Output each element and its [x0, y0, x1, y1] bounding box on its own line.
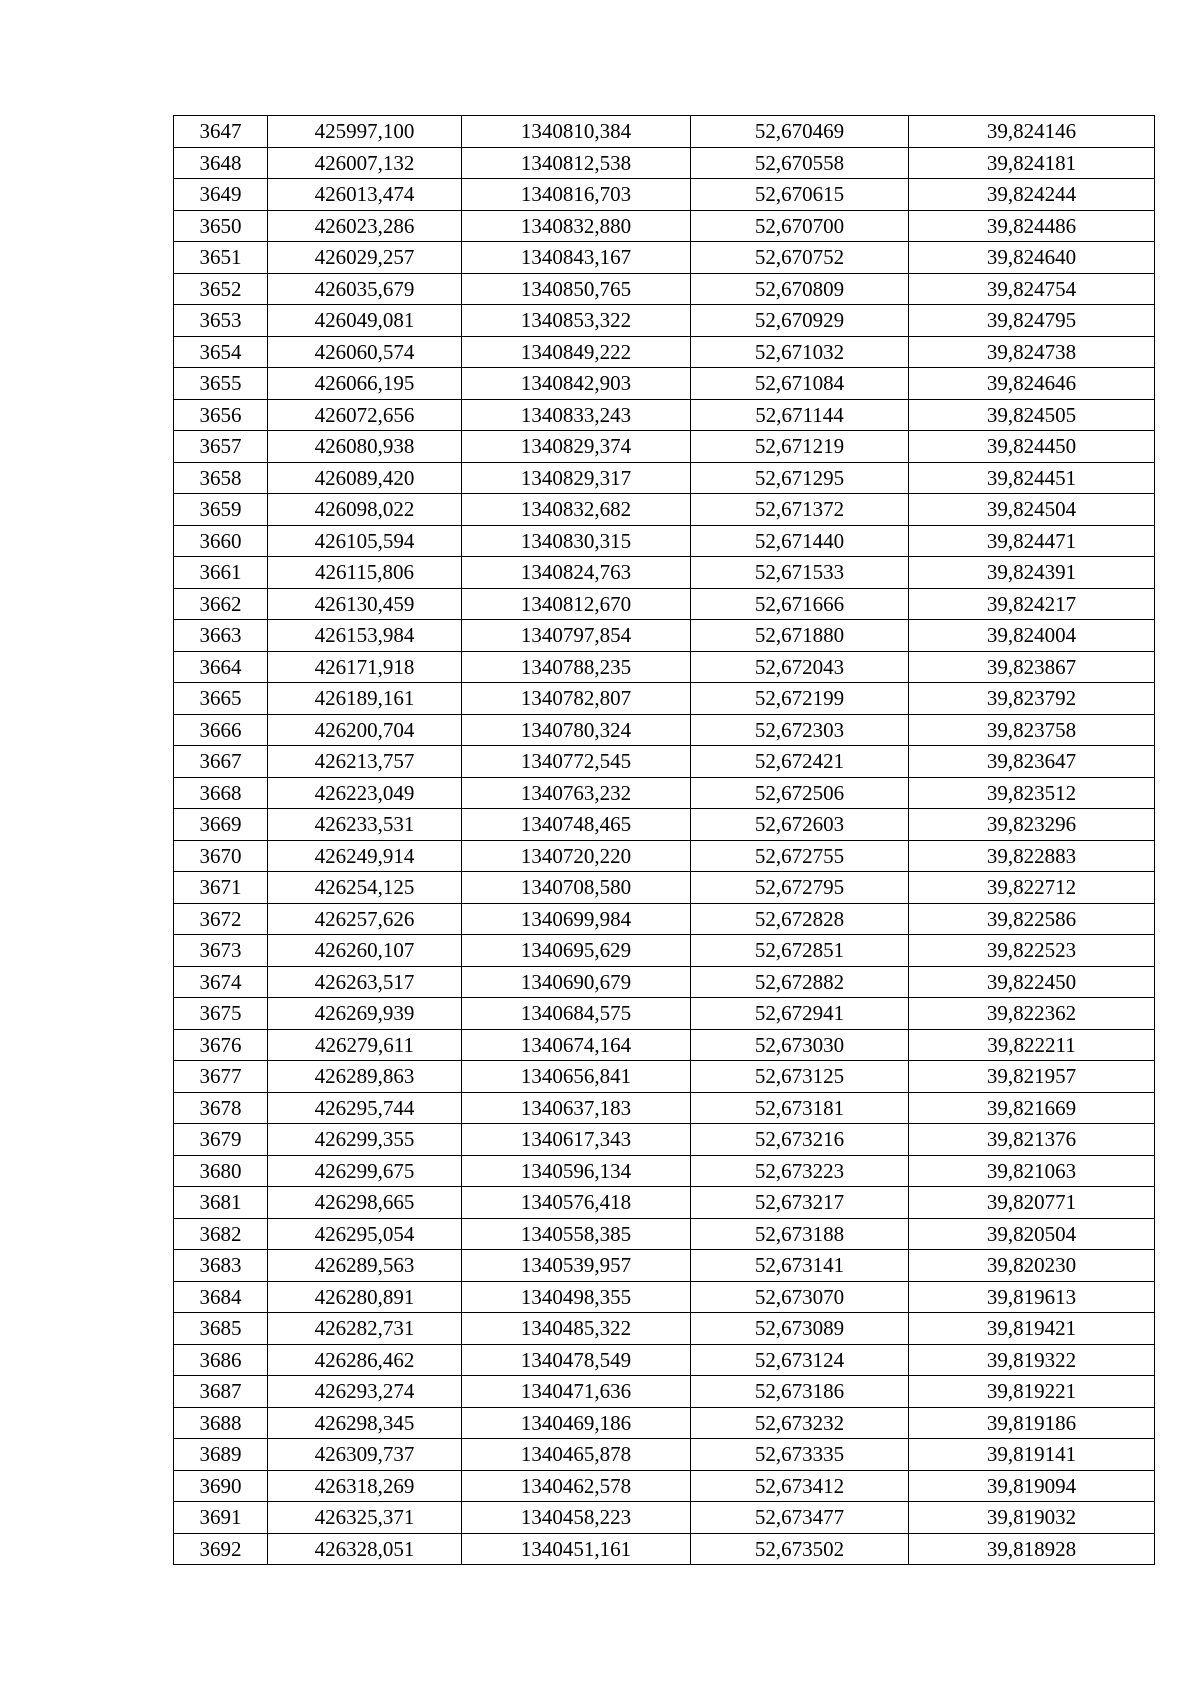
latitude-cell: 52,671666: [691, 588, 909, 620]
y-coordinate-cell: 1340832,880: [462, 210, 691, 242]
y-coordinate-cell: 1340849,222: [462, 336, 691, 368]
y-coordinate-cell: 1340850,765: [462, 273, 691, 305]
table-row: [174, 1313, 1155, 1345]
point-number-cell: 3663: [174, 620, 268, 652]
longitude-cell: 39,818928: [909, 1533, 1155, 1565]
point-number-cell: 3661: [174, 557, 268, 589]
table-row: [174, 588, 1155, 620]
table-row: [174, 116, 1155, 148]
table-row: [174, 399, 1155, 431]
x-coordinate-cell: 426115,806: [268, 557, 462, 589]
point-number-cell: 3652: [174, 273, 268, 305]
x-coordinate-cell: 426013,474: [268, 179, 462, 211]
latitude-cell: 52,673232: [691, 1407, 909, 1439]
point-number-cell: 3675: [174, 998, 268, 1030]
latitude-cell: 52,673186: [691, 1376, 909, 1408]
latitude-cell: 52,670809: [691, 273, 909, 305]
longitude-cell: 39,819094: [909, 1470, 1155, 1502]
y-coordinate-cell: 1340853,322: [462, 305, 691, 337]
latitude-cell: 52,671880: [691, 620, 909, 652]
point-number-cell: 3666: [174, 714, 268, 746]
point-number-cell: 3651: [174, 242, 268, 274]
table-row: [174, 777, 1155, 809]
longitude-cell: 39,819186: [909, 1407, 1155, 1439]
latitude-cell: 52,672795: [691, 872, 909, 904]
table-row: [174, 935, 1155, 967]
x-coordinate-cell: 426293,274: [268, 1376, 462, 1408]
x-coordinate-cell: 426318,269: [268, 1470, 462, 1502]
longitude-cell: 39,823758: [909, 714, 1155, 746]
point-number-cell: 3660: [174, 525, 268, 557]
longitude-cell: 39,820771: [909, 1187, 1155, 1219]
latitude-cell: 52,673412: [691, 1470, 909, 1502]
latitude-cell: 52,671440: [691, 525, 909, 557]
y-coordinate-cell: 1340816,703: [462, 179, 691, 211]
x-coordinate-cell: 426023,286: [268, 210, 462, 242]
longitude-cell: 39,822362: [909, 998, 1155, 1030]
longitude-cell: 39,822883: [909, 840, 1155, 872]
y-coordinate-cell: 1340748,465: [462, 809, 691, 841]
latitude-cell: 52,673223: [691, 1155, 909, 1187]
longitude-cell: 39,822712: [909, 872, 1155, 904]
longitude-cell: 39,822211: [909, 1029, 1155, 1061]
point-number-cell: 3659: [174, 494, 268, 526]
table-row: [174, 305, 1155, 337]
point-number-cell: 3690: [174, 1470, 268, 1502]
latitude-cell: 52,673502: [691, 1533, 909, 1565]
latitude-cell: 52,670752: [691, 242, 909, 274]
x-coordinate-cell: 425997,100: [268, 116, 462, 148]
y-coordinate-cell: 1340830,315: [462, 525, 691, 557]
latitude-cell: 52,672043: [691, 651, 909, 683]
latitude-cell: 52,673030: [691, 1029, 909, 1061]
longitude-cell: 39,824451: [909, 462, 1155, 494]
longitude-cell: 39,819032: [909, 1502, 1155, 1534]
table-row: [174, 525, 1155, 557]
point-number-cell: 3662: [174, 588, 268, 620]
x-coordinate-cell: 426295,744: [268, 1092, 462, 1124]
table-row: [174, 1155, 1155, 1187]
x-coordinate-cell: 426280,891: [268, 1281, 462, 1313]
x-coordinate-cell: 426286,462: [268, 1344, 462, 1376]
y-coordinate-cell: 1340812,538: [462, 147, 691, 179]
point-number-cell: 3685: [174, 1313, 268, 1345]
point-number-cell: 3673: [174, 935, 268, 967]
latitude-cell: 52,673335: [691, 1439, 909, 1471]
latitude-cell: 52,672421: [691, 746, 909, 778]
latitude-cell: 52,673188: [691, 1218, 909, 1250]
longitude-cell: 39,822586: [909, 903, 1155, 935]
longitude-cell: 39,823512: [909, 777, 1155, 809]
point-number-cell: 3686: [174, 1344, 268, 1376]
longitude-cell: 39,824738: [909, 336, 1155, 368]
x-coordinate-cell: 426171,918: [268, 651, 462, 683]
table-row: [174, 1061, 1155, 1093]
table-row: [174, 179, 1155, 211]
x-coordinate-cell: 426282,731: [268, 1313, 462, 1345]
longitude-cell: 39,824450: [909, 431, 1155, 463]
x-coordinate-cell: 426223,049: [268, 777, 462, 809]
x-coordinate-cell: 426299,675: [268, 1155, 462, 1187]
table-row: [174, 242, 1155, 274]
longitude-cell: 39,819613: [909, 1281, 1155, 1313]
table-row: [174, 1407, 1155, 1439]
point-number-cell: 3649: [174, 179, 268, 211]
x-coordinate-cell: 426007,132: [268, 147, 462, 179]
latitude-cell: 52,671144: [691, 399, 909, 431]
table-row: [174, 840, 1155, 872]
x-coordinate-cell: 426279,611: [268, 1029, 462, 1061]
y-coordinate-cell: 1340656,841: [462, 1061, 691, 1093]
y-coordinate-cell: 1340829,317: [462, 462, 691, 494]
latitude-cell: 52,673217: [691, 1187, 909, 1219]
longitude-cell: 39,824505: [909, 399, 1155, 431]
point-number-cell: 3677: [174, 1061, 268, 1093]
point-number-cell: 3682: [174, 1218, 268, 1250]
point-number-cell: 3672: [174, 903, 268, 935]
point-number-cell: 3654: [174, 336, 268, 368]
latitude-cell: 52,673089: [691, 1313, 909, 1345]
longitude-cell: 39,819322: [909, 1344, 1155, 1376]
y-coordinate-cell: 1340684,575: [462, 998, 691, 1030]
y-coordinate-cell: 1340469,186: [462, 1407, 691, 1439]
point-number-cell: 3671: [174, 872, 268, 904]
x-coordinate-cell: 426289,863: [268, 1061, 462, 1093]
table-row: [174, 903, 1155, 935]
point-number-cell: 3681: [174, 1187, 268, 1219]
latitude-cell: 52,670929: [691, 305, 909, 337]
latitude-cell: 52,673070: [691, 1281, 909, 1313]
x-coordinate-cell: 426105,594: [268, 525, 462, 557]
latitude-cell: 52,671219: [691, 431, 909, 463]
point-number-cell: 3676: [174, 1029, 268, 1061]
table-row: [174, 1439, 1155, 1471]
y-coordinate-cell: 1340576,418: [462, 1187, 691, 1219]
x-coordinate-cell: 426035,679: [268, 273, 462, 305]
x-coordinate-cell: 426257,626: [268, 903, 462, 935]
table-row: [174, 1470, 1155, 1502]
longitude-cell: 39,824146: [909, 116, 1155, 148]
table-row: [174, 210, 1155, 242]
y-coordinate-cell: 1340708,580: [462, 872, 691, 904]
x-coordinate-cell: 426325,371: [268, 1502, 462, 1534]
latitude-cell: 52,673181: [691, 1092, 909, 1124]
y-coordinate-cell: 1340674,164: [462, 1029, 691, 1061]
longitude-cell: 39,824217: [909, 588, 1155, 620]
coordinates-table: [173, 115, 1155, 1565]
y-coordinate-cell: 1340558,385: [462, 1218, 691, 1250]
latitude-cell: 52,671372: [691, 494, 909, 526]
latitude-cell: 52,670558: [691, 147, 909, 179]
x-coordinate-cell: 426153,984: [268, 620, 462, 652]
latitude-cell: 52,671295: [691, 462, 909, 494]
table-row: [174, 557, 1155, 589]
table-row: [174, 1250, 1155, 1282]
latitude-cell: 52,673216: [691, 1124, 909, 1156]
y-coordinate-cell: 1340451,161: [462, 1533, 691, 1565]
table-row: [174, 998, 1155, 1030]
y-coordinate-cell: 1340782,807: [462, 683, 691, 715]
table-row: [174, 368, 1155, 400]
longitude-cell: 39,823647: [909, 746, 1155, 778]
table-row: [174, 1533, 1155, 1565]
latitude-cell: 52,673125: [691, 1061, 909, 1093]
longitude-cell: 39,819421: [909, 1313, 1155, 1345]
table-row: [174, 620, 1155, 652]
y-coordinate-cell: 1340772,545: [462, 746, 691, 778]
coordinates-table-body: [174, 116, 1155, 1565]
y-coordinate-cell: 1340812,670: [462, 588, 691, 620]
point-number-cell: 3665: [174, 683, 268, 715]
y-coordinate-cell: 1340810,384: [462, 116, 691, 148]
latitude-cell: 52,671533: [691, 557, 909, 589]
y-coordinate-cell: 1340699,984: [462, 903, 691, 935]
x-coordinate-cell: 426298,345: [268, 1407, 462, 1439]
y-coordinate-cell: 1340478,549: [462, 1344, 691, 1376]
y-coordinate-cell: 1340539,957: [462, 1250, 691, 1282]
longitude-cell: 39,824391: [909, 557, 1155, 589]
longitude-cell: 39,822523: [909, 935, 1155, 967]
latitude-cell: 52,672199: [691, 683, 909, 715]
point-number-cell: 3650: [174, 210, 268, 242]
y-coordinate-cell: 1340842,903: [462, 368, 691, 400]
point-number-cell: 3684: [174, 1281, 268, 1313]
x-coordinate-cell: 426049,081: [268, 305, 462, 337]
point-number-cell: 3692: [174, 1533, 268, 1565]
point-number-cell: 3664: [174, 651, 268, 683]
latitude-cell: 52,672941: [691, 998, 909, 1030]
x-coordinate-cell: 426098,022: [268, 494, 462, 526]
longitude-cell: 39,824754: [909, 273, 1155, 305]
x-coordinate-cell: 426200,704: [268, 714, 462, 746]
y-coordinate-cell: 1340780,324: [462, 714, 691, 746]
y-coordinate-cell: 1340824,763: [462, 557, 691, 589]
longitude-cell: 39,824486: [909, 210, 1155, 242]
latitude-cell: 52,670615: [691, 179, 909, 211]
table-row: [174, 1502, 1155, 1534]
latitude-cell: 52,672506: [691, 777, 909, 809]
point-number-cell: 3658: [174, 462, 268, 494]
longitude-cell: 39,824471: [909, 525, 1155, 557]
point-number-cell: 3648: [174, 147, 268, 179]
latitude-cell: 52,672755: [691, 840, 909, 872]
longitude-cell: 39,819221: [909, 1376, 1155, 1408]
latitude-cell: 52,671084: [691, 368, 909, 400]
y-coordinate-cell: 1340720,220: [462, 840, 691, 872]
table-row: [174, 966, 1155, 998]
x-coordinate-cell: 426309,737: [268, 1439, 462, 1471]
table-row: [174, 872, 1155, 904]
longitude-cell: 39,821376: [909, 1124, 1155, 1156]
x-coordinate-cell: 426080,938: [268, 431, 462, 463]
longitude-cell: 39,824640: [909, 242, 1155, 274]
latitude-cell: 52,672851: [691, 935, 909, 967]
table-row: [174, 809, 1155, 841]
point-number-cell: 3683: [174, 1250, 268, 1282]
table-row: [174, 1187, 1155, 1219]
y-coordinate-cell: 1340498,355: [462, 1281, 691, 1313]
point-number-cell: 3653: [174, 305, 268, 337]
y-coordinate-cell: 1340617,343: [462, 1124, 691, 1156]
latitude-cell: 52,672603: [691, 809, 909, 841]
x-coordinate-cell: 426299,355: [268, 1124, 462, 1156]
latitude-cell: 52,672882: [691, 966, 909, 998]
table-row: [174, 651, 1155, 683]
point-number-cell: 3657: [174, 431, 268, 463]
y-coordinate-cell: 1340690,679: [462, 966, 691, 998]
point-number-cell: 3668: [174, 777, 268, 809]
x-coordinate-cell: 426260,107: [268, 935, 462, 967]
y-coordinate-cell: 1340471,636: [462, 1376, 691, 1408]
x-coordinate-cell: 426072,656: [268, 399, 462, 431]
point-number-cell: 3674: [174, 966, 268, 998]
y-coordinate-cell: 1340833,243: [462, 399, 691, 431]
longitude-cell: 39,824646: [909, 368, 1155, 400]
point-number-cell: 3678: [174, 1092, 268, 1124]
x-coordinate-cell: 426089,420: [268, 462, 462, 494]
table-row: [174, 683, 1155, 715]
longitude-cell: 39,824181: [909, 147, 1155, 179]
y-coordinate-cell: 1340458,223: [462, 1502, 691, 1534]
point-number-cell: 3689: [174, 1439, 268, 1471]
latitude-cell: 52,670469: [691, 116, 909, 148]
x-coordinate-cell: 426298,665: [268, 1187, 462, 1219]
table-row: [174, 1376, 1155, 1408]
longitude-cell: 39,823867: [909, 651, 1155, 683]
point-number-cell: 3691: [174, 1502, 268, 1534]
latitude-cell: 52,672303: [691, 714, 909, 746]
table-row: [174, 1218, 1155, 1250]
longitude-cell: 39,820230: [909, 1250, 1155, 1282]
longitude-cell: 39,821957: [909, 1061, 1155, 1093]
x-coordinate-cell: 426289,563: [268, 1250, 462, 1282]
y-coordinate-cell: 1340465,878: [462, 1439, 691, 1471]
y-coordinate-cell: 1340832,682: [462, 494, 691, 526]
latitude-cell: 52,672828: [691, 903, 909, 935]
latitude-cell: 52,673124: [691, 1344, 909, 1376]
point-number-cell: 3647: [174, 116, 268, 148]
longitude-cell: 39,821063: [909, 1155, 1155, 1187]
table-row: [174, 746, 1155, 778]
y-coordinate-cell: 1340462,578: [462, 1470, 691, 1502]
latitude-cell: 52,671032: [691, 336, 909, 368]
x-coordinate-cell: 426066,195: [268, 368, 462, 400]
longitude-cell: 39,824244: [909, 179, 1155, 211]
x-coordinate-cell: 426060,574: [268, 336, 462, 368]
x-coordinate-cell: 426254,125: [268, 872, 462, 904]
point-number-cell: 3688: [174, 1407, 268, 1439]
latitude-cell: 52,670700: [691, 210, 909, 242]
x-coordinate-cell: 426130,459: [268, 588, 462, 620]
y-coordinate-cell: 1340843,167: [462, 242, 691, 274]
point-number-cell: 3670: [174, 840, 268, 872]
point-number-cell: 3679: [174, 1124, 268, 1156]
table-row: [174, 336, 1155, 368]
y-coordinate-cell: 1340829,374: [462, 431, 691, 463]
x-coordinate-cell: 426249,914: [268, 840, 462, 872]
x-coordinate-cell: 426233,531: [268, 809, 462, 841]
table-row: [174, 1124, 1155, 1156]
table-row: [174, 1092, 1155, 1124]
y-coordinate-cell: 1340695,629: [462, 935, 691, 967]
longitude-cell: 39,823296: [909, 809, 1155, 841]
longitude-cell: 39,820504: [909, 1218, 1155, 1250]
table-row: [174, 494, 1155, 526]
longitude-cell: 39,822450: [909, 966, 1155, 998]
table-row: [174, 1281, 1155, 1313]
point-number-cell: 3656: [174, 399, 268, 431]
y-coordinate-cell: 1340797,854: [462, 620, 691, 652]
point-number-cell: 3667: [174, 746, 268, 778]
table-row: [174, 462, 1155, 494]
y-coordinate-cell: 1340788,235: [462, 651, 691, 683]
point-number-cell: 3669: [174, 809, 268, 841]
longitude-cell: 39,824004: [909, 620, 1155, 652]
y-coordinate-cell: 1340763,232: [462, 777, 691, 809]
point-number-cell: 3655: [174, 368, 268, 400]
x-coordinate-cell: 426269,939: [268, 998, 462, 1030]
y-coordinate-cell: 1340485,322: [462, 1313, 691, 1345]
longitude-cell: 39,823792: [909, 683, 1155, 715]
table-row: [174, 273, 1155, 305]
table-row: [174, 714, 1155, 746]
x-coordinate-cell: 426189,161: [268, 683, 462, 715]
x-coordinate-cell: 426295,054: [268, 1218, 462, 1250]
x-coordinate-cell: 426213,757: [268, 746, 462, 778]
x-coordinate-cell: 426328,051: [268, 1533, 462, 1565]
x-coordinate-cell: 426029,257: [268, 242, 462, 274]
point-number-cell: 3687: [174, 1376, 268, 1408]
y-coordinate-cell: 1340637,183: [462, 1092, 691, 1124]
longitude-cell: 39,824504: [909, 494, 1155, 526]
table-row: [174, 147, 1155, 179]
latitude-cell: 52,673141: [691, 1250, 909, 1282]
x-coordinate-cell: 426263,517: [268, 966, 462, 998]
point-number-cell: 3680: [174, 1155, 268, 1187]
table-row: [174, 1344, 1155, 1376]
table-row: [174, 431, 1155, 463]
latitude-cell: 52,673477: [691, 1502, 909, 1534]
table-row: [174, 1029, 1155, 1061]
y-coordinate-cell: 1340596,134: [462, 1155, 691, 1187]
longitude-cell: 39,819141: [909, 1439, 1155, 1471]
longitude-cell: 39,824795: [909, 305, 1155, 337]
longitude-cell: 39,821669: [909, 1092, 1155, 1124]
